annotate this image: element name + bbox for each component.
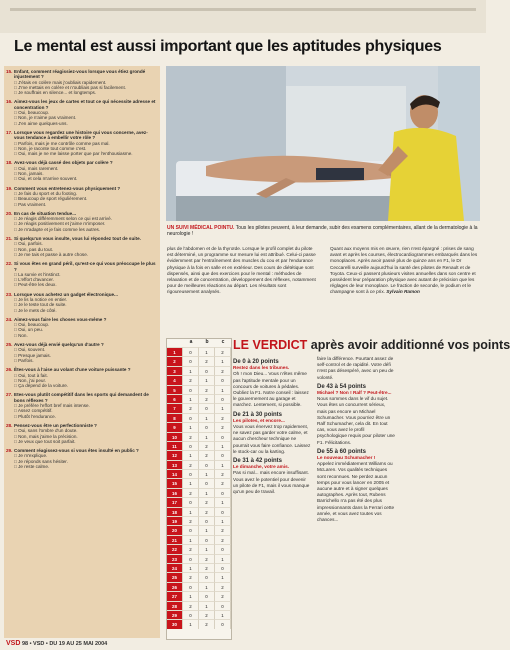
grid-cell: 9 (167, 422, 183, 431)
footer-text: 98 • VSD • DU 19 AU 25 MAI 2004 (21, 641, 108, 647)
grid-cell: 0 (183, 385, 199, 394)
question-text: Si vous êtes en grand péril, qu'est-ce qui vous préoccupe le plus ? (14, 261, 156, 272)
quiz-question (4, 339, 160, 364)
quiz-question (4, 258, 160, 288)
grid-cell: 0 (199, 478, 215, 487)
article-byline: Sylvain Ramon (386, 289, 420, 295)
grid-cell: 2 (183, 403, 199, 412)
grid-cell: 2 (215, 582, 231, 591)
quiz-question (4, 127, 160, 157)
page-footer (6, 640, 107, 647)
grid-cell: 2 (199, 507, 215, 516)
question-option: □ Je veux que tout soit parfait. (14, 438, 76, 444)
question-option: □ Pas vraiment. (14, 201, 47, 207)
grid-cell: 6 (167, 394, 183, 403)
grid-cell: 26 (167, 582, 183, 591)
grid-cell: 3 (167, 366, 183, 375)
grid-cell: 2 (183, 432, 199, 441)
verdict-subtitle: Restez dans les tribunes. (233, 365, 290, 371)
grid-cell: 19 (167, 516, 183, 525)
footer-brand: VSD (6, 640, 21, 647)
grid-cell: 0 (183, 413, 199, 422)
question-option: □ Oui, mais je ne me laisse porter que par l'enthousiasme. (14, 151, 133, 157)
question-text: Pensez-vous être un perfectionniste ? (14, 422, 97, 428)
grid-cell: 1 (199, 432, 215, 441)
question-option: □ Je préfère l'effort bref mais intense. (14, 403, 90, 409)
grid-header-cell: a (189, 339, 193, 345)
grid-header-cell: c (221, 339, 225, 345)
grid-header (167, 339, 231, 347)
grid-cell: 2 (215, 469, 231, 478)
question-option: □ Presque jamais. (14, 352, 51, 358)
grid-cell: 1 (215, 516, 231, 525)
verdict-range: De 21 à 30 points (233, 411, 283, 418)
grid-cell: 0 (199, 516, 215, 525)
grid-cell: 23 (167, 554, 183, 563)
grid-cell: 2 (183, 572, 199, 581)
grid-row (167, 413, 231, 422)
grid-row (167, 591, 231, 600)
question-option: □ Je m'explique. (14, 453, 48, 459)
grid-row (167, 394, 231, 403)
quiz-question (4, 233, 160, 258)
question-option: □ La survie et l'instinct. (14, 271, 61, 277)
verdict-box (233, 338, 510, 638)
question-option: □ Assez compétitif. (14, 408, 53, 414)
grid-cell: 2 (215, 535, 231, 544)
grid-cell: 0 (199, 366, 215, 375)
grid-cell: 2 (199, 394, 215, 403)
question-option: □ Non, pas du tout. (14, 246, 54, 252)
grid-cell: 1 (215, 403, 231, 412)
verdict-range: De 0 à 20 points (233, 359, 279, 365)
grid-row (167, 544, 231, 553)
grid-cell: 11 (167, 441, 183, 450)
grid-cell: 14 (167, 469, 183, 478)
grid-cell: 28 (167, 601, 183, 610)
grid-cell: 10 (167, 432, 183, 441)
grid-cell: 1 (199, 469, 215, 478)
question-option: □ Plutôt l'endurance. (14, 413, 56, 419)
question-number: 28. (6, 422, 13, 428)
question-option: □ Parfois, mais je me contrôle comme pas mal. (14, 140, 110, 146)
question-option: □ Je m'adapte et je fais comme les autres. (14, 226, 101, 232)
question-text: Comment vous entretenez-vous physiquement ? (14, 185, 121, 191)
grid-cell: 2 (199, 356, 215, 365)
verdict-range: De 31 à 42 points (233, 458, 283, 465)
verdict-range: De 55 à 60 points (317, 448, 367, 455)
grid-cell: 2 (215, 591, 231, 600)
question-number: 18. (6, 160, 13, 166)
question-text: Avez-vous déjà envié quelqu'un d'autre ? (14, 342, 104, 348)
verdict-text: Appelez immédiatement Williams ou McLaren. Vos qualités techniques sont reconnues. Ne perdez aucun temps pour vous lancer en 2005 et aucune autre et à signer quelques autographes. Après tout, Rubens Barrichello n'a pas été des plus impressionnants dans la Ferrari cette année, et vous avez toutes vos chances... (317, 461, 395, 523)
grid-cell: 1 (183, 591, 199, 600)
article-body (167, 246, 480, 316)
grid-cell: 2 (199, 563, 215, 572)
question-option: □ Non, jamais. (14, 171, 44, 177)
question-text: Aimez-vous les jeux de cartes et tout ce qui nécessite adresse et concentration ? (14, 99, 156, 110)
grid-cell: 22 (167, 544, 183, 553)
verdict-title-rest: après avoir additionné vos points (310, 338, 510, 352)
grid-cell: 2 (199, 450, 215, 459)
question-option: □ Non, mais j'aime la précision. (14, 433, 78, 439)
verdict-text: Oh ! mon Dieu... Vous n'êtes même pas l'aptitude mentale pour un concours de voitures à pédales. Oubliez la F1. Notre conseil : laissez le gouvernement au garage et marchez. Lentement, si possible. (233, 371, 309, 408)
grid-cell: 1 (183, 478, 199, 487)
verdict-subtitle: Le nouveau Schumacher ! (317, 455, 376, 461)
question-option: □ Je réagis positivement et j'aime m'imposer. (14, 221, 106, 227)
grid-cell: 0 (215, 507, 231, 516)
question-option: □ Je lis la notice en entier. (14, 296, 68, 302)
question-number: 29. (6, 448, 13, 454)
verdict-text: faire la différence. Pourtant assez de self-control et de rapidité. Votre défi n'est pas désespéré, avec un peu de volonté. (317, 356, 394, 380)
grid-cell: 2 (199, 610, 215, 619)
grid-row (167, 469, 231, 478)
grid-cell: 1 (199, 525, 215, 534)
grid-cell: 2 (183, 460, 199, 469)
grid-header-cell (167, 339, 183, 347)
grid-row (167, 619, 231, 628)
question-option: □ Non. (14, 332, 28, 338)
quiz-question (4, 389, 160, 419)
question-option: □ Oui, et cela m'arrive souvent. (14, 176, 78, 182)
grid-cell: 2 (183, 601, 199, 610)
verdict-text: Vous vous énervez trop rapidement, ne savez pas garder votre calme, et aucun chercheur technique ne pourrait vous faire confiance. Laissez le stock-car ou la karting. (233, 424, 311, 454)
grid-cell: 1 (199, 544, 215, 553)
question-option: □ Oui, parfois. (14, 241, 43, 247)
grid-cell: 0 (199, 572, 215, 581)
grid-row (167, 432, 231, 441)
grid-cell: 2 (183, 544, 199, 553)
quiz-sidebar (4, 66, 160, 638)
grid-cell: 2 (215, 478, 231, 487)
grid-cell: 2 (183, 375, 199, 384)
grid-row (167, 356, 231, 365)
question-option: □ Je souffrais en silence... et longtemps. (14, 90, 97, 96)
photo-caption (167, 225, 479, 237)
question-option: □ J'en aime quelques-uns. (14, 120, 68, 126)
question-text: Enfant, comment réagissiez-vous lorsque vous étiez grondé injustement ? (14, 69, 146, 80)
grid-cell: 2 (215, 422, 231, 431)
caption-text: Tous les pilotes peuvent, à leur demande, subir des examens complémentaires, allant de la dermatologie à la neurologie ! (167, 225, 478, 237)
grid-cell: 0 (183, 441, 199, 450)
grid-cell: 1 (215, 356, 231, 365)
grid-cell: 0 (215, 394, 231, 403)
grid-cell: 5 (167, 385, 183, 394)
question-option: □ Je le mets de côté. (14, 307, 57, 313)
grid-cell: 0 (215, 375, 231, 384)
grid-cell: 27 (167, 591, 183, 600)
grid-cell: 1 (215, 460, 231, 469)
question-text: Avez-vous déjà cassé des objets par colère ? (14, 160, 113, 166)
question-option: □ Non, j'ai peur. (14, 377, 47, 383)
grid-cell: 1 (199, 488, 215, 497)
grid-cell: 2 (199, 619, 215, 628)
question-text: Êtes-vous à l'aise au volant d'une voiture puissante ? (14, 367, 131, 373)
question-option: □ Parfois. (14, 357, 34, 363)
verdict-text: Pas si mal... mais encore insuffisant. Vous avez le potentiel pour devenir un pilote de F1, mais il vous manque qu'un peu de travail. (233, 470, 310, 495)
grid-cell: 1 (183, 422, 199, 431)
grid-cell: 2 (215, 347, 231, 356)
question-option: □ Oui, sans l'ombre d'un doute. (14, 428, 78, 434)
question-option: □ Je réagis différemment selon ce qui est arrivé. (14, 216, 112, 222)
quiz-question (4, 445, 160, 470)
verdict-column-2 (317, 356, 395, 523)
question-number: 25. (6, 342, 13, 348)
grid-cell: 18 (167, 507, 183, 516)
grid-cell: 1 (183, 619, 199, 628)
quiz-question (4, 157, 160, 182)
grid-row (167, 441, 231, 450)
grid-cell: 1 (183, 366, 199, 375)
grid-cell: 1 (183, 535, 199, 544)
question-number: 22. (6, 261, 13, 267)
page-title: Le mental est aussi important que les aptitudes physiques (14, 38, 442, 55)
quiz-question (4, 289, 160, 314)
grid-cell: 12 (167, 450, 183, 459)
grid-cell: 0 (215, 488, 231, 497)
question-option: □ J'me mettais en colère et n'oubliais pas si facilement. (14, 84, 127, 90)
grid-cell: 1 (167, 347, 183, 356)
quiz-question (4, 96, 160, 126)
grid-cell: 0 (183, 356, 199, 365)
quiz-question (4, 66, 160, 96)
grid-cell: 2 (183, 516, 199, 525)
grid-cell: 29 (167, 610, 183, 619)
grid-cell: 1 (183, 394, 199, 403)
grid-cell: 7 (167, 403, 183, 412)
grid-cell: 0 (199, 591, 215, 600)
question-number: 19. (6, 185, 13, 191)
quiz-question (4, 183, 160, 208)
question-text: En cas de situation tendue... (14, 210, 77, 216)
top-header-band (0, 0, 486, 33)
grid-row (167, 497, 231, 506)
question-option: □ Beaucoup de sport régulièrement. (14, 196, 88, 202)
grid-cell: 1 (199, 413, 215, 422)
grid-cell: 2 (167, 356, 183, 365)
grid-cell: 0 (215, 563, 231, 572)
question-option: □ Non, je n'aime pas vraiment. (14, 115, 77, 121)
question-number: 27. (6, 392, 13, 398)
grid-row (167, 554, 231, 563)
grid-cell: 8 (167, 413, 183, 422)
grid-cell: 1 (199, 375, 215, 384)
grid-cell: 0 (183, 525, 199, 534)
grid-cell: 0 (215, 450, 231, 459)
grid-cell: 0 (183, 554, 199, 563)
grid-cell: 0 (199, 535, 215, 544)
grid-cell: 1 (183, 450, 199, 459)
question-number: 21. (6, 236, 13, 242)
verdict-title (233, 338, 510, 352)
grid-row (167, 478, 231, 487)
question-number: 26. (6, 367, 13, 373)
grid-cell: 15 (167, 478, 183, 487)
grid-cell: 0 (199, 422, 215, 431)
quiz-question (4, 364, 160, 389)
question-option: □ Non, je raconte tout comme c'est. (14, 145, 87, 151)
grid-cell: 2 (215, 525, 231, 534)
grid-cell: 25 (167, 572, 183, 581)
grid-header-cell: b (205, 339, 209, 345)
grid-cell: 2 (215, 366, 231, 375)
grid-cell: 1 (215, 554, 231, 563)
grid-row (167, 375, 231, 384)
caption-lead: UN SUIVI MÉDICAL POINTU. (167, 225, 235, 231)
grid-cell: 0 (199, 403, 215, 412)
photo-medical-exam (166, 66, 480, 221)
score-grid (166, 338, 232, 640)
grid-cell: 1 (215, 497, 231, 506)
grid-cell: 1 (215, 385, 231, 394)
grid-cell: 16 (167, 488, 183, 497)
grid-cell: 1 (199, 601, 215, 610)
question-text: Comment réagissez-vous si vous êtes insulté en public ? (14, 448, 139, 454)
grid-row (167, 525, 231, 534)
question-option: □ Je me tais et passe à autre chose. (14, 251, 89, 257)
grid-row (167, 347, 231, 356)
question-number: 16. (6, 99, 13, 105)
verdict-title-lead: LE VERDICT (233, 338, 308, 352)
grid-cell: 1 (183, 563, 199, 572)
grid-cell: 1 (199, 347, 215, 356)
question-option: □ Ça dépend de la voiture. (14, 383, 69, 389)
question-option: □ Je le teste tout de suite. (14, 302, 67, 308)
verdict-subtitle: Michael ? Non ! Ralf ? Peut-être... (317, 390, 392, 396)
question-text: Lorsque vous achetez un gadget électronique... (14, 291, 118, 297)
grid-row (167, 366, 231, 375)
question-option: □ Oui, beaucoup. (14, 110, 50, 116)
grid-row (167, 563, 231, 572)
question-option: □ Oui, tout à fait. (14, 372, 48, 378)
grid-cell: 17 (167, 497, 183, 506)
question-option: □ Oui, souvent. (14, 347, 46, 353)
article-column-2 (330, 246, 480, 296)
grid-row (167, 507, 231, 516)
question-option: □ L'effort d'avancer. (14, 277, 54, 283)
grid-cell: 0 (199, 460, 215, 469)
article-column-1: plus de l'abdomen et de la thyroïde. Lorsque le profil complet du pilote est déterminé, un programme sur mesure lui est attribué. Celui-ci passe évidemment par l'entraînement des muscles du cou et par l'endurance physique à la fois en salle et en extérieur. Des cours de diététique sont dispensés, ainsi que des exercices pour le mental : méthodes de relaxation et de concentration, développement des réflexes, notamment pour de meilleures réactions au départ. Les résultats sont rigoureusement analysés. (167, 246, 316, 295)
quiz-question (4, 420, 160, 445)
grid-cell: 2 (183, 488, 199, 497)
grid-cell: 1 (183, 507, 199, 516)
verdict-column-1 (233, 356, 311, 495)
grid-row (167, 535, 231, 544)
question-option: □ Je réponds sans hésiter. (14, 458, 68, 464)
grid-row (167, 601, 231, 610)
grid-cell: 4 (167, 375, 183, 384)
question-option: □ Oui, un peu. (14, 327, 44, 333)
question-option: □ Je fais du sport et du footing. (14, 190, 78, 196)
question-text: Lorsque vous regardez une histoire qui vous concerne, avez-vous tendance à embellir votre rôle ? (14, 129, 148, 141)
grid-cell: 0 (183, 582, 199, 591)
grid-row (167, 516, 231, 525)
grid-cell: 1 (215, 572, 231, 581)
grid-cell: 2 (199, 554, 215, 563)
question-text: Etes-vous plutôt compétitif dans les sports qui demandent de bons réflexes ? (14, 392, 149, 403)
header-stripe (10, 8, 476, 11)
question-option: □ J'étais en colère mais j'oubliais rapidement. (14, 79, 107, 85)
grid-cell: 0 (183, 347, 199, 356)
question-number: 17. (6, 129, 13, 135)
question-number: 15. (6, 69, 13, 74)
grid-cell: 0 (183, 497, 199, 506)
grid-cell: 30 (167, 619, 183, 628)
grid-row (167, 385, 231, 394)
question-option: □ Peut-être les deux. (14, 282, 57, 288)
verdict-subtitle: Le dimanche, votre amis. (233, 464, 290, 470)
grid-row (167, 572, 231, 581)
verdict-text: Nous sommes dans le vif du sujet. Vous êtes un concurrent sérieux, mais pas encore un Michael Schumacher. Vous pourriez être un Ralf Schumacher, cela dit. En tout cas, vous avez le profil psychologique requis pour piloter une F1. Félicitations. (317, 396, 395, 445)
grid-cell: 0 (215, 432, 231, 441)
verdict-range: De 43 à 54 points (317, 383, 367, 390)
question-number: 23. (6, 291, 13, 297)
grid-cell: 2 (199, 385, 215, 394)
grid-row (167, 460, 231, 469)
question-option: □ Je reste calme. (14, 464, 50, 469)
question-text: Aimez-vous faire les choses vous-même ? (14, 316, 107, 322)
photo-illustration (166, 66, 480, 221)
grid-cell: 2 (199, 497, 215, 506)
grid-cell: 24 (167, 563, 183, 572)
grid-cell: 0 (215, 601, 231, 610)
grid-cell: 13 (167, 460, 183, 469)
grid-cell: 0 (183, 469, 199, 478)
article-column-2-text: Quant aux moyens mis en œuvre, rien n'est épargné : prises de sang avant et après les courses, électrocardiogrammes embarqués dans les monoplaces. Après avoir passé plus de quinze ans en F1, le Dr Ceccarelli surveille aujourd'hui la santé des pilotes de Renault et de Toyota. Ceux-ci passent plusieurs visites annuelles dans son centre et possèdent leur préparation physique avec autant de précision que les réglages de leur monoplace. Le fraction de seconde, le podium et le champagne sont à ce prix. (330, 246, 478, 295)
grid-cell: 21 (167, 535, 183, 544)
grid-cell: 0 (215, 619, 231, 628)
quiz-question (4, 208, 160, 233)
grid-cell: 2 (199, 441, 215, 450)
verdict-subtitle: Les pilotes, et encore... (233, 417, 285, 423)
grid-row (167, 403, 231, 412)
grid-row (167, 582, 231, 591)
grid-row (167, 488, 231, 497)
grid-row (167, 422, 231, 431)
grid-row (167, 610, 231, 619)
question-number: 24. (6, 316, 13, 322)
quiz-question (4, 314, 160, 339)
grid-cell: 0 (215, 544, 231, 553)
grid-cell: 1 (199, 582, 215, 591)
grid-cell: 1 (215, 610, 231, 619)
grid-cell: 1 (215, 441, 231, 450)
question-option: □ Oui, beaucoup. (14, 322, 50, 328)
grid-row (167, 450, 231, 459)
grid-cell: 2 (215, 413, 231, 422)
question-option: □ Oui, mais rarement. (14, 165, 59, 171)
grid-cell: 20 (167, 525, 183, 534)
question-number: 20. (6, 210, 13, 216)
question-text: Si quelqu'un vous insulte, vous lui répondez tout de suite. (14, 236, 141, 242)
grid-cell: 0 (183, 610, 199, 619)
